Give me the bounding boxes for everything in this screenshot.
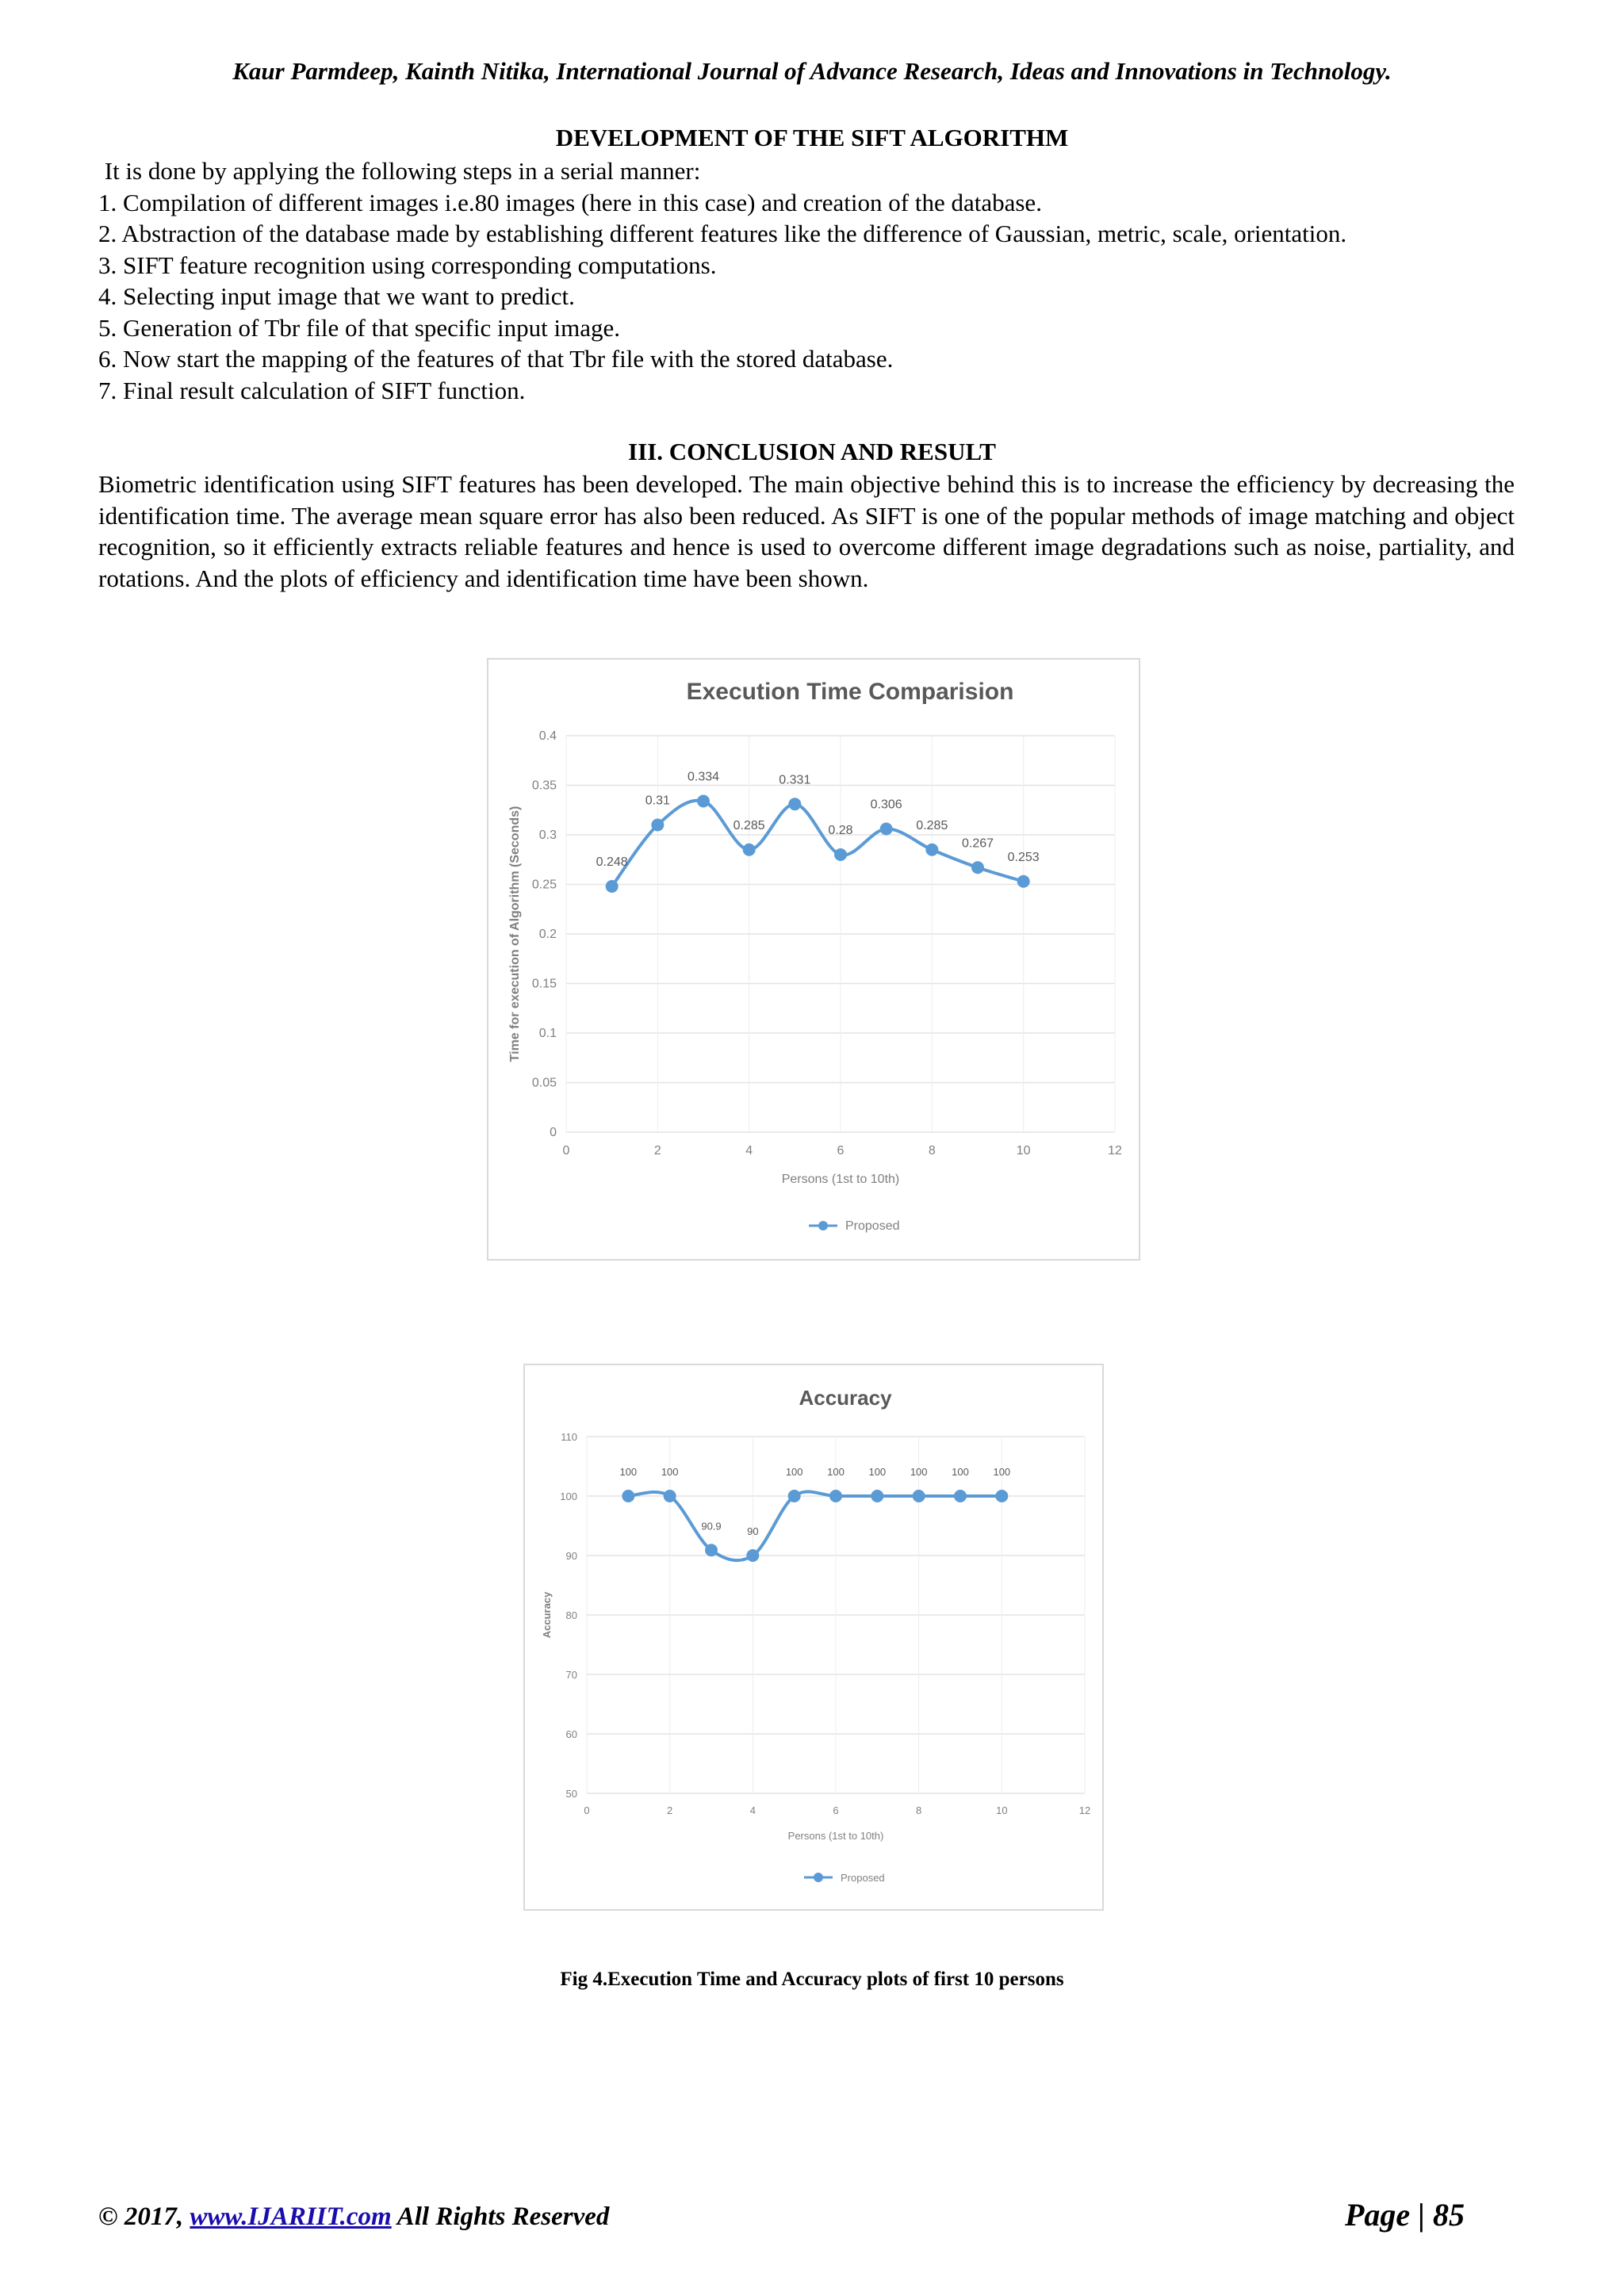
data-label: 0.331 <box>779 773 811 787</box>
x-tick-label: 2 <box>653 1144 661 1158</box>
data-point <box>880 823 893 836</box>
x-tick-label: 4 <box>749 1804 756 1816</box>
data-label: 90.9 <box>701 1520 722 1533</box>
data-point <box>705 1544 718 1556</box>
data-label: 0.285 <box>733 818 765 832</box>
y-tick-label: 0.2 <box>538 928 557 941</box>
x-tick-label: 8 <box>916 1804 922 1816</box>
y-tick-label: 110 <box>561 1431 577 1443</box>
footer-copyright <box>98 2202 609 2232</box>
step-3: 3. SIFT feature recognition using corresponding computations. <box>98 251 717 279</box>
data-point <box>1017 875 1030 888</box>
y-axis-label: Time for execution of Algorithm (Seconds) <box>508 806 522 1062</box>
execution-time-chart <box>487 658 1140 1261</box>
x-tick-label: 12 <box>1078 1804 1091 1816</box>
x-tick-label: 4 <box>745 1144 753 1158</box>
running-header: Kaur Parmdeep, Kainth Nitika, International Journal of Advance Research, Ideas and Innovations in Technology. <box>232 57 1392 85</box>
data-label: 0.334 <box>687 770 720 784</box>
site-link[interactable]: www.IJARIIT.com <box>190 2202 392 2231</box>
step-6: 6. Now start the mapping of the features of that Tbr file with the stored database. <box>98 345 894 373</box>
data-point <box>697 795 710 808</box>
data-label: 100 <box>910 1466 928 1478</box>
conclusion-paragraph: Biometric identification using SIFT features has been developed. The main objective behind this is to increase the efficiency by decreasing the identification time. The average mean square error has also been reduced. As SIFT is one of the popular methods of image matching and object recognition, so it efficiently extracts reliable features and hence is used to overcome different image degradations such as noise, partiality, and rotations. And the plots of efficiency and identification time have been shown. <box>98 470 1515 592</box>
x-tick-label: 0 <box>562 1144 570 1158</box>
data-label: 0.248 <box>596 855 628 869</box>
data-point <box>746 1549 759 1562</box>
x-tick-label: 10 <box>1016 1144 1031 1158</box>
step-4: 4. Selecting input image that we want to predict. <box>98 282 575 310</box>
data-point <box>995 1490 1008 1502</box>
data-label: 100 <box>827 1466 845 1478</box>
legend-label: Proposed <box>845 1219 900 1233</box>
step-5: 5. Generation of Tbr file of that specific input image. <box>98 313 620 342</box>
accuracy-chart <box>523 1364 1104 1911</box>
data-label: 100 <box>785 1466 803 1478</box>
data-label: 100 <box>661 1466 679 1478</box>
data-point <box>651 819 664 832</box>
figure-caption: Fig 4.Execution Time and Accuracy plots of first 10 persons <box>560 1969 1064 1990</box>
x-tick-label: 12 <box>1108 1144 1122 1158</box>
step-1: 1. Compilation of different images i.e.80 images (here in this case) and creation of the database. <box>98 188 1042 216</box>
data-label: 0.306 <box>870 798 902 812</box>
step-2: 2. Abstraction of the database made by establishing different features like the difference of Gaussian, metric, scale, orientation. <box>98 220 1347 247</box>
y-tick-label: 90 <box>565 1550 577 1562</box>
data-point <box>913 1490 925 1502</box>
y-tick-label: 0.4 <box>538 729 557 743</box>
data-point <box>788 798 801 810</box>
x-tick-label: 0 <box>584 1804 590 1816</box>
x-tick-label: 10 <box>996 1804 1008 1816</box>
data-label: 100 <box>993 1466 1011 1478</box>
x-tick-label: 2 <box>667 1804 673 1816</box>
y-tick-label: 0.35 <box>531 779 557 793</box>
legend-marker <box>818 1221 828 1230</box>
data-point <box>606 880 619 893</box>
sift-steps-block <box>98 155 1515 406</box>
y-tick-label: 50 <box>565 1788 577 1800</box>
chart-title: Accuracy <box>799 1386 892 1410</box>
data-point <box>971 861 984 874</box>
x-axis-label: Persons (1st to 10th) <box>787 1830 884 1842</box>
execution-time-chart-svg <box>488 660 1139 1259</box>
y-tick-label: 0.15 <box>531 977 557 991</box>
data-label: 0.285 <box>916 818 948 832</box>
data-point <box>743 844 756 856</box>
data-point <box>829 1490 842 1502</box>
x-tick-label: 6 <box>833 1804 839 1816</box>
accuracy-chart-svg <box>525 1365 1102 1909</box>
y-tick-label: 60 <box>565 1728 577 1740</box>
copyright-prefix: © 2017, <box>98 2202 190 2231</box>
copyright-suffix: All Rights Reserved <box>391 2202 610 2231</box>
data-label: 0.267 <box>961 836 994 851</box>
x-axis-label: Persons (1st to 10th) <box>781 1173 900 1186</box>
data-label: 0.28 <box>828 824 853 837</box>
y-tick-label: 80 <box>565 1609 577 1621</box>
data-label: 0.31 <box>645 794 670 808</box>
data-label: 100 <box>952 1466 969 1478</box>
y-tick-label: 70 <box>565 1669 577 1681</box>
y-tick-label: 0.3 <box>538 828 557 842</box>
data-point <box>925 844 938 856</box>
y-tick-label: 0.25 <box>531 878 557 892</box>
section-title-conclusion: III. CONCLUSION AND RESULT <box>628 438 996 465</box>
data-point <box>622 1490 634 1502</box>
y-tick-label: 0.05 <box>531 1076 557 1090</box>
step-7: 7. Final result calculation of SIFT function. <box>98 376 526 404</box>
data-label: 100 <box>868 1466 887 1478</box>
series-line <box>628 1491 1002 1560</box>
data-label: 0.253 <box>1007 850 1040 864</box>
x-tick-label: 6 <box>837 1144 845 1158</box>
x-tick-label: 8 <box>928 1144 936 1158</box>
page-number: Page | 85 <box>1345 2197 1465 2233</box>
legend-marker <box>814 1873 823 1882</box>
data-point <box>871 1490 883 1502</box>
section-title-sift: DEVELOPMENT OF THE SIFT ALGORITHM <box>555 124 1069 151</box>
y-axis-label: Accuracy <box>541 1591 553 1639</box>
data-point <box>954 1490 967 1502</box>
y-tick-label: 0 <box>550 1126 557 1139</box>
y-tick-label: 0.1 <box>538 1027 557 1040</box>
data-point <box>834 848 847 861</box>
data-point <box>788 1490 801 1502</box>
data-label: 90 <box>747 1525 759 1537</box>
chart-title: Execution Time Comparision <box>686 679 1014 705</box>
data-label: 100 <box>619 1466 638 1478</box>
steps-intro: It is done by applying the following steps in a serial manner: <box>98 157 701 185</box>
legend-label: Proposed <box>841 1872 885 1884</box>
data-point <box>664 1490 676 1502</box>
y-tick-label: 100 <box>560 1490 577 1502</box>
